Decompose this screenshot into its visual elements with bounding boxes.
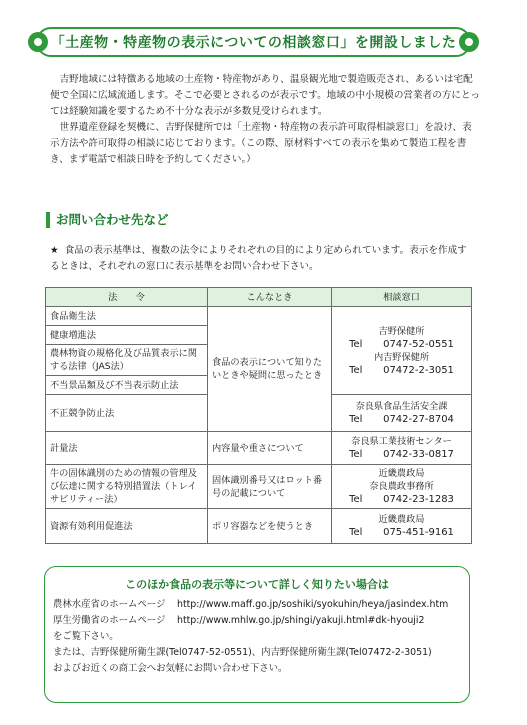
law-food-sanitation: 食品衛生法 [46,307,208,326]
intro-text [50,72,480,168]
contact-kinki-agri: 近畿農政局 Tel 075-451-9161 [332,509,472,544]
law-premiums: 不当景品類及び不当表示防止法 [46,376,208,395]
table-row [46,465,472,509]
law-recycling: 資源有効利用促進法 [46,509,208,544]
law-note [50,243,475,275]
case-lot-number: 固体識別番号又はロット番号の記載について [208,465,332,509]
case-weight: 内容量や重さについて [208,432,332,465]
intro-paragraph: 吉野地域には特徴ある地域の土産物・特産物があり、温泉観光地で製造販売され、あるいは宅配便で全国に広域流通します。そこで必要とされるのが表示です。地域の中小規模の営業者の方にとっては経験知識を要するため不十分な表示が多数見受けられます。 [50,74,480,117]
table-row [46,432,472,465]
mhlw-link[interactable]: http://www.mhlw.go.jp/shingi/yakuji.html#dk-hyouji2 [177,615,425,626]
intro-paragraph: 世界遺産登録を契機に、吉野保健所では「土産物・特産物の表示許可取得相談窓口」を設け、表示方法や許可取得の相談に応じております。（この際、原材料すべての表示を集めて製造工程を書き、まず電話で相談日時を予約してください。） [50,122,472,165]
title-banner [36,27,471,57]
law-health-promotion: 健康増進法 [46,326,208,345]
table-row [46,307,472,326]
consultation-table [45,287,472,544]
table-header-row [46,288,472,307]
contact-line: およびお近くの商工会へお気軽にお問い合わせ下さい。 [53,663,288,674]
case-container: ポリ容器などを使うとき [208,509,332,544]
contact-line: または、吉野保健所衛生課(Tel0747-52-0551)、内吉野保健所衛生課(Tel07472-2-3051) [53,647,432,658]
maff-label: 農林水産省のホームページ [53,599,166,610]
contact-nara-food: 奈良県食品生活安全課 Tel 0742-27-8704 [332,395,472,432]
info-box-title: このほか食品の表示等について詳しく知りたい場合は [125,578,389,591]
contact-nara-industry: 奈良県工業技術センター Tel 0742-33-0817 [332,432,472,465]
law-measurement: 計量法 [46,432,208,465]
contact-kinki-nara: 近畿農政局 奈良農政事務所 Tel 0742-23-1283 [332,465,472,509]
star-icon: ★ [50,245,59,256]
case-label-question: 食品の表示について知りたいときや疑問に思ったとき [208,307,332,432]
table-row [46,509,472,544]
see-text: をご覧下さい。 [53,631,119,642]
header-contact: 相談窓口 [332,288,472,307]
mhlw-row [53,613,465,629]
section-heading: お問い合わせ先など [46,212,169,228]
more-info-box [44,566,470,703]
contact-health-centers: 吉野保健所 Tel 0747-52-0551 内吉野保健所 Tel 07472-2-3051 [332,307,472,395]
header-case: こんなとき [208,288,332,307]
law-beef-traceability: 牛の固体識別のための情報の管理及び伝達に関する特別措置法（トレイサビリティー法） [46,465,208,509]
maff-row [53,597,465,613]
header-law: 法 令 [46,288,208,307]
law-unfair-competition: 不正競争防止法 [46,395,208,432]
mhlw-label: 厚生労働省のホームページ [53,615,166,626]
info-body [53,597,465,677]
maff-link[interactable]: http://www.maff.go.jp/soshiki/syokuhin/heya/jasindex.htm [177,599,449,610]
law-jas: 農林物資の規格化及び品質表示に関する法律（JAS法） [46,345,208,376]
law-note-text: 食品の表示基準は、複数の法令によりそれぞれの目的により定められています。表示を作成するときは、それぞれの窓口に表示基準をお問い合わせ下さい。 [50,245,467,272]
page-title: 「土産物・特産物の表示についての相談窓口」を開設しました [50,35,457,51]
green-ring-icon [459,32,479,52]
green-ring-icon [28,32,48,52]
